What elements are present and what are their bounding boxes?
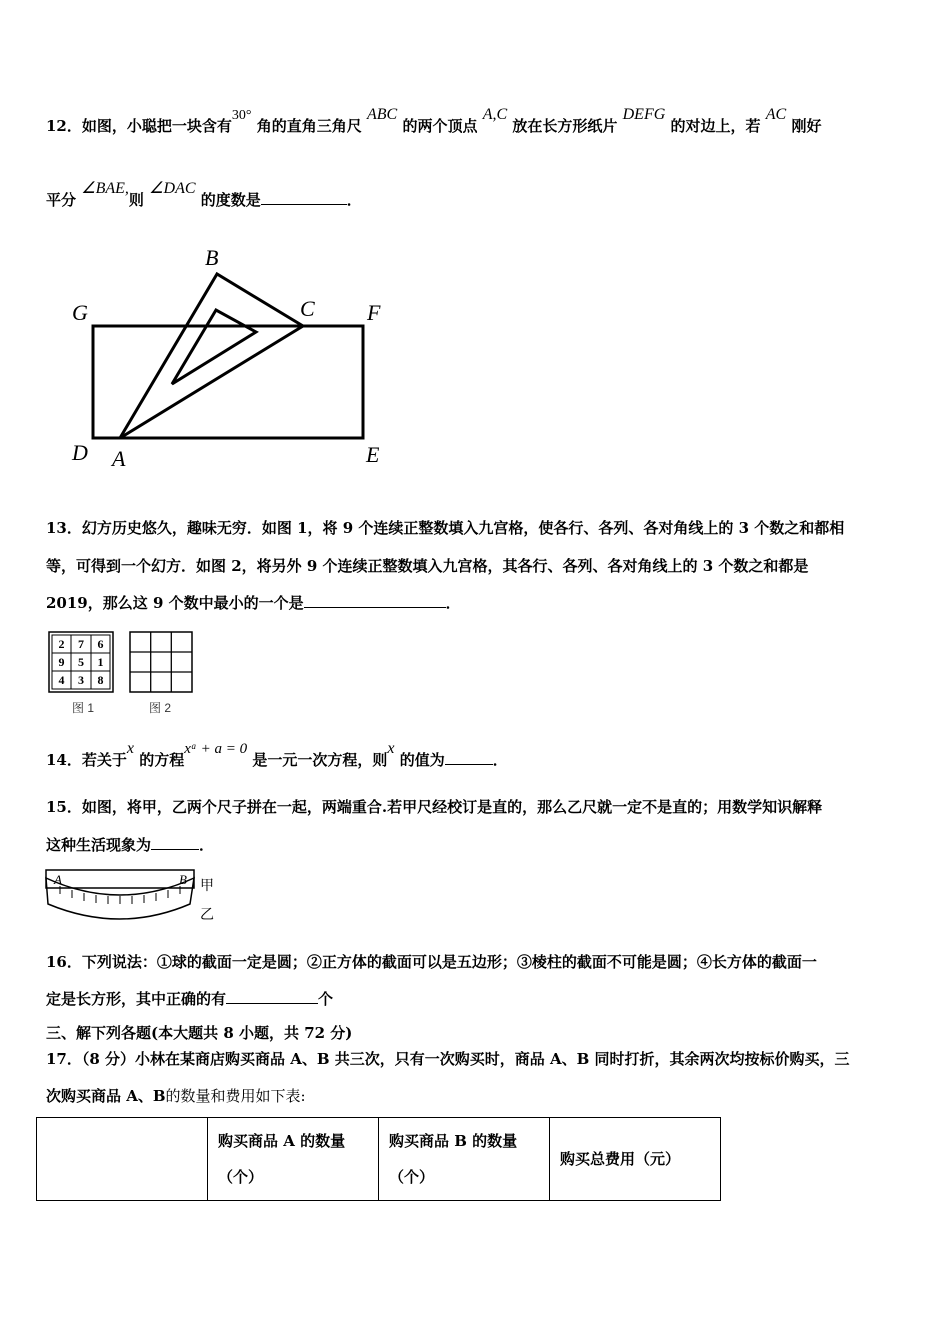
- q12-figure: [60, 240, 400, 480]
- angle-bae: ∠BAE,: [81, 180, 129, 197]
- q16-line2: 定是长方形，其中正确的有 个: [46, 990, 334, 1008]
- triangle-inner: [172, 310, 256, 384]
- label-b: B: [205, 245, 219, 270]
- grid-cell: 3: [78, 673, 84, 687]
- answer-blank-15[interactable]: [151, 835, 199, 850]
- q17-line1: 17．（8 分）小林在某商店购买商品 A、B 共三次，只有一次购买时，商品 A、B 同时打折，其余两次均按标价购买，三: [46, 1050, 850, 1068]
- var-x: x: [126, 740, 134, 757]
- label-f: F: [367, 300, 381, 325]
- grid-cell: 1: [97, 655, 104, 669]
- rulers-figure: [40, 864, 220, 926]
- triangle-outer: [120, 274, 303, 438]
- purchase-table: [36, 1117, 721, 1201]
- grid-cell: 8: [97, 673, 104, 687]
- rect-defg: DEFG: [622, 106, 666, 123]
- label-d: D: [72, 440, 88, 465]
- tri-abc: ABC: [366, 106, 398, 123]
- seg-ac: AC: [765, 106, 787, 123]
- label-c: C: [300, 296, 315, 321]
- q13-line1: 13．幻方历史悠久，趣味无穷．如图 1，将 9 个连续正整数填入九宫格，使各行、各列、各对角线上的 3 个数之和都相: [46, 519, 845, 537]
- q12-line2: 平分 ∠BAE,则 ∠DAC 的度数是 ．: [46, 180, 362, 209]
- magic-square-figure-2: [129, 631, 193, 693]
- grid-cell: 6: [97, 637, 104, 651]
- section-heading: 三、解下列各题(本大题共 8 小题，共 72 分): [46, 1024, 353, 1042]
- ruler-label-yi: 乙: [200, 907, 214, 923]
- table-cell-empty: [37, 1118, 208, 1201]
- q13-line3: 2019，那么这 9 个数中最小的一个是 ．: [46, 594, 461, 612]
- table-header-a: 购买商品 A 的数量 （个）: [208, 1118, 379, 1201]
- q12-line1: 12．如图，小聪把一块含有30° 角的直角三角尺 ABC 的两个顶点 A,C 放在长方形纸片 DEFG 的对边上，若 AC 刚好: [46, 106, 822, 135]
- grid-cell: 9: [58, 655, 65, 669]
- magic-square-figure-1: [48, 631, 114, 693]
- label-g: G: [72, 300, 88, 325]
- answer-blank-16[interactable]: [226, 989, 318, 1004]
- answer-blank-14[interactable]: [445, 750, 493, 765]
- equation: xᵃ + a = 0: [184, 741, 248, 757]
- fig1-caption: 图 1: [72, 701, 95, 715]
- rectangle-defg: [93, 326, 363, 438]
- q16-line1: 16．下列说法：①球的截面一定是圆；②正方体的截面可以是五边形；③棱柱的截面不可能是圆；④长方体的截面一: [46, 953, 817, 971]
- ruler-label-b: B: [179, 872, 187, 887]
- ruler-label-a: A: [54, 872, 62, 887]
- grid-cell: 7: [78, 637, 84, 651]
- grid-cell: 4: [58, 673, 65, 687]
- answer-blank-12[interactable]: [261, 190, 347, 205]
- table-header-total: 购买总费用（元）: [550, 1118, 721, 1201]
- var-x: x: [387, 740, 395, 757]
- ruler-jia: [46, 870, 194, 888]
- grid-cell: 5: [78, 655, 84, 669]
- angle-dac: ∠DAC: [149, 180, 196, 197]
- label-a: A: [112, 446, 126, 471]
- grid-cell: 2: [58, 637, 65, 651]
- table-header-b: 购买商品 B 的数量 （个）: [379, 1118, 550, 1201]
- answer-blank-13[interactable]: [304, 593, 446, 608]
- q13-line2: 等，可得到一个幻方．如图 2，将另外 9 个连续正整数填入九宫格，其各行、各列、各对角线上的 3 个数之和都是: [46, 557, 809, 575]
- verts-ac: A,C: [482, 106, 508, 123]
- q14-line: 14．若关于x 的方程xᵃ + a = 0 是一元一次方程，则x 的值为 ．: [46, 740, 508, 769]
- q17-line2: 次购买商品 A、B的数量和费用如下表:: [46, 1087, 306, 1105]
- table-row: [37, 1118, 721, 1201]
- q15-line1: 15．如图，将甲，乙两个尺子拼在一起，两端重合.若甲尺经校订是直的，那么乙尺就一定不是直的；用数学知识解释: [46, 798, 823, 816]
- q15-line2: 这种生活现象为 ．: [46, 836, 215, 854]
- fig2-caption: 图 2: [149, 701, 172, 715]
- angle-30: 30°: [231, 108, 252, 123]
- ruler-label-jia: 甲: [200, 878, 214, 894]
- label-e: E: [366, 442, 380, 467]
